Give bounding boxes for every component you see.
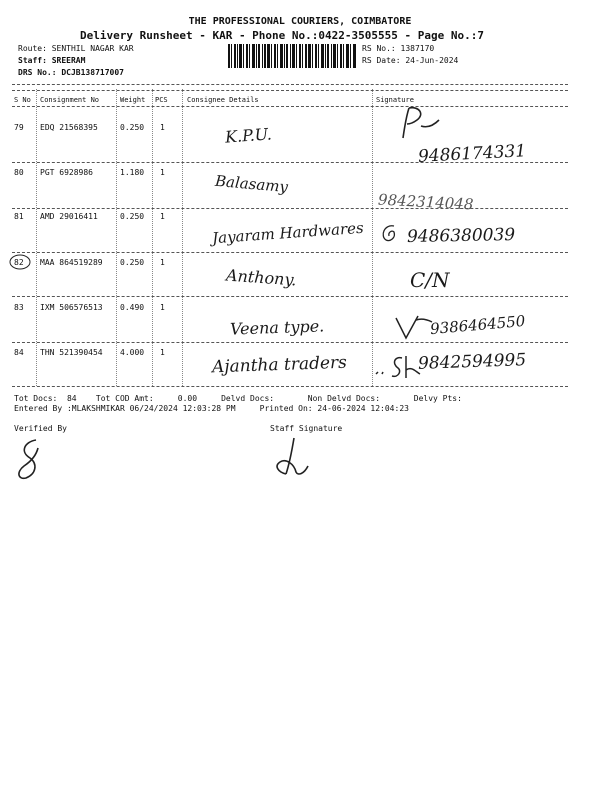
entered-by-line: Entered By :MLAKSHMIKAR 06/24/2024 12:03:28 PM Printed On: 24-06-2024 12:04:23 xyxy=(14,404,409,413)
staff-text: Staff: SREERAM xyxy=(18,56,86,65)
signature-scribble xyxy=(395,104,445,148)
table-top-rule xyxy=(12,90,568,91)
table-bottom-rule xyxy=(12,386,568,387)
row-weight: 0.250 xyxy=(120,258,145,267)
row-consignment: MAA 864519289 xyxy=(40,258,103,267)
row-signature-handwriting: C/N xyxy=(410,268,450,292)
row-rule xyxy=(12,342,568,343)
row-pcs: 1 xyxy=(160,212,165,221)
row-weight: 0.250 xyxy=(120,123,145,132)
totals-summary: Tot Docs: 84 Tot COD Amt: 0.00 Delvd Docs: Non Delvd Docs: Delvy Pts: xyxy=(14,394,462,403)
signature-scribble xyxy=(372,352,422,384)
verified-by-label: Verified By xyxy=(14,424,67,433)
row-rule xyxy=(12,252,568,253)
staff-signature-label: Staff Signature xyxy=(270,424,343,433)
row-sno: 81 xyxy=(14,212,24,221)
header-rule xyxy=(12,84,568,85)
verified-signature-scribble xyxy=(10,436,50,484)
row-consignee-handwriting: K.P.U. xyxy=(224,124,273,147)
col-header-consignment: Consignment No xyxy=(40,96,100,104)
row-consignee-handwriting: Balasamy xyxy=(214,171,289,197)
row-consignee-handwriting: Veena type. xyxy=(229,316,325,339)
row-pcs: 1 xyxy=(160,258,165,267)
barcode xyxy=(228,44,356,68)
row-weight: 0.490 xyxy=(120,303,145,312)
row-signature-handwriting: 9486380039 xyxy=(406,225,516,247)
row-sno: 80 xyxy=(14,168,24,177)
row-consignment: AMD 29016411 xyxy=(40,212,98,221)
row-rule xyxy=(12,208,568,209)
staff-signature-scribble xyxy=(268,436,314,480)
row-pcs: 1 xyxy=(160,348,165,357)
row-signature-handwriting: 9386464550 xyxy=(429,311,527,339)
row-consignee-handwriting: Ajantha traders xyxy=(211,352,348,378)
row-consignment: THN 521390454 xyxy=(40,348,103,357)
col-header-consignee: Consignee Details xyxy=(187,96,259,104)
col-header-signature: Signature xyxy=(376,96,414,104)
column-header-rule xyxy=(12,106,568,107)
route-text: Route: SENTHIL NAGAR KAR xyxy=(18,44,134,53)
row-sno: 83 xyxy=(14,303,24,312)
row-rule xyxy=(12,162,568,163)
row-weight: 4.000 xyxy=(120,348,145,357)
col-header-pcs: PCS xyxy=(155,96,168,104)
drs-number: DRS No.: DCJB138717007 xyxy=(18,68,124,77)
rs-date: RS Date: 24-Jun-2024 xyxy=(362,56,459,65)
company-name: THE PROFESSIONAL COURIERS, COIMBATORE xyxy=(188,16,412,27)
col-header-sno: S No xyxy=(14,96,31,104)
rs-number: RS No.: 1387170 xyxy=(362,44,435,53)
runsheet-title: Delivery Runsheet - KAR - Phone No.:0422-3505555 - Page No.:7 xyxy=(80,29,484,42)
row-weight: 0.250 xyxy=(120,212,145,221)
row-sno: 84 xyxy=(14,348,24,357)
row-pcs: 1 xyxy=(160,123,165,132)
row-pcs: 1 xyxy=(160,168,165,177)
row-consignee-handwriting: Anthony. xyxy=(225,265,298,290)
row-consignee-handwriting: Jayaram Hardwares xyxy=(211,218,365,248)
row-signature-handwriting: 9842314048 xyxy=(377,190,474,214)
row-consignment: EDQ 21568395 xyxy=(40,123,98,132)
row-weight: 1.180 xyxy=(120,168,145,177)
row-signature-handwriting: 9842594995 xyxy=(417,350,527,374)
col-header-weight: Weight xyxy=(120,96,146,104)
row-signature-handwriting: 9486174331 xyxy=(417,141,527,167)
signature-scribble xyxy=(394,312,434,342)
row-consignment: IXM 506576513 xyxy=(40,303,103,312)
signature-scribble xyxy=(378,222,400,244)
row-consignment: PGT 6928986 xyxy=(40,168,93,177)
row-sno: 79 xyxy=(14,123,24,132)
row-sno: 82 xyxy=(14,258,24,267)
row-pcs: 1 xyxy=(160,303,165,312)
row-rule xyxy=(12,296,568,297)
